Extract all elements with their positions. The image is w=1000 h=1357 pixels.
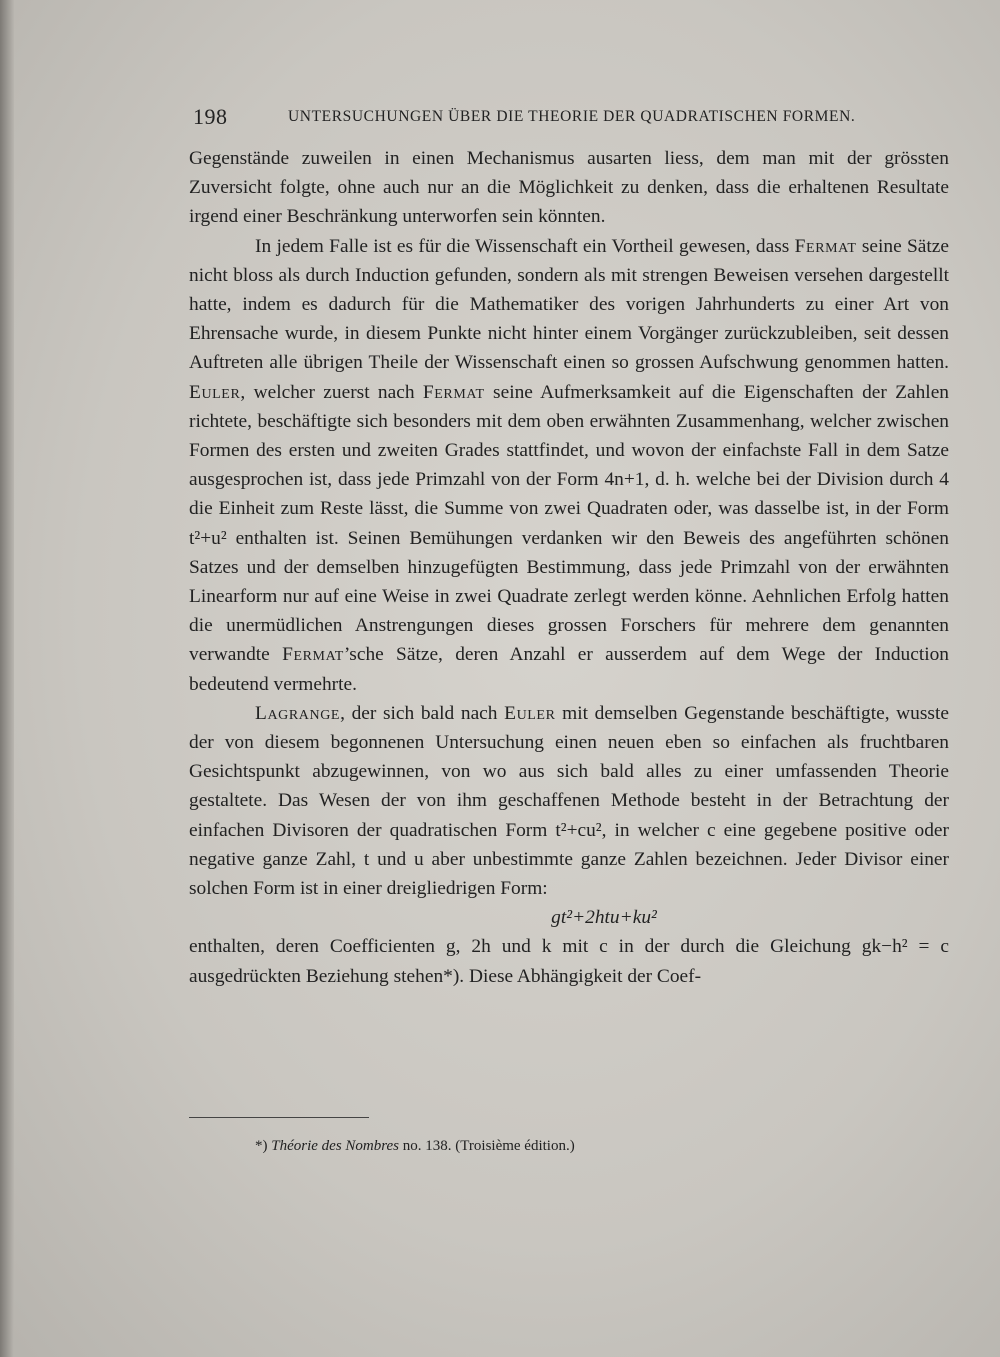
text-run: seine Aufmerksamkeit auf die Eigenschaften der Zahlen richtete, beschäftigte sich besonders mit dem oben erwähnten Zusammenhang, welcher zwischen Formen des ersten und zweiten Grades stattfindet, und wovon der einfachste Fall in dem Satze ausgesprochen ist, dass jede Primzahl von der Form 4n+1, d. h. welche bei der Division durch 4 die Einheit zum Reste lässt, die Summe von zwei Quadraten oder, was dasselbe ist, in der Form t²+u² enthalten ist. Seinen Bemühungen verdanken wir den Beweis des angeführten schönen Satzes und der demselben hinzugefügten Bestimmung, dass jede Primzahl von der erwähnten Linearform nur auf eine Weise in zwei Quadrate zerlegt werden könne. Aehnlichen Erfolg hatten die unermüdlichen Anstrengungen dieses grossen Forschers für mehrere dem genannten verwandte — [189, 381, 949, 666]
name-fermat: Fermat — [422, 381, 485, 403]
footnote-mark: *) — [255, 1138, 268, 1154]
display-formula: gt²+2htu+ku² — [551, 907, 657, 929]
footnote-title: Théorie des Nombres — [271, 1138, 400, 1154]
footnote-rule — [189, 1117, 369, 1118]
text-run: , der sich bald nach — [340, 702, 498, 724]
footnote-text: no. 138. (Troisième édition.) — [402, 1138, 575, 1154]
name-fermat: Fermat — [794, 235, 857, 257]
paragraph-3 — [189, 699, 949, 903]
name-lagrange: Lagrange — [255, 702, 341, 724]
footnote — [255, 1138, 575, 1155]
page-number: 198 — [193, 104, 228, 129]
paragraph-1: Gegenstände zuweilen in einen Mechanismus ausarten liess, dem man mit der grössten Zuversicht folgte, ohne auch nur an die Möglichkeit zu denken, dass die erhaltenen Resultate irgend einer Beschränkung unterworfen sein könnten. — [189, 148, 949, 228]
running-title: UNTERSUCHUNGEN ÜBER DIE THEORIE DER QUADRATISCHEN FORMEN. — [288, 108, 856, 125]
text-run: seine Sätze nicht bloss als durch Induction gefunden, sondern als mit strengen Beweisen versehen dargestellt hatte, indem es dadurch für die Mathematiker des vorigen Jahrhunderts zu einer Art von Ehrensache wurde, in diesem Punkte nicht hinter einem Vorgänger zurückzubleiben, seit dessen Auftreten alle übrigen Theile der Wissenschaft einen so grossen Aufschwung genommen hatten. — [189, 235, 949, 374]
name-fermat: Fermat — [282, 644, 344, 666]
book-spine-shadow — [0, 0, 14, 1357]
text-run: , welcher zuerst nach — [240, 381, 415, 403]
body-text — [189, 144, 949, 991]
text-run: mit demselben Gegenstande beschäftigte, wusste der von diesem begonnenen Untersuchung einen neuen eben so einfachen als fruchtbaren Gesichtspunkt abzugewinnen, von wo aus sich bald alles zu einer umfassenden Theorie gestaltete. Das Wesen der von ihm geschaffenen Methode besteht in der Betrachtung der einfachen Divisoren der quadratischen Form t²+cu², in welcher c eine gegebene positive oder negative ganze Zahl, t und u aber unbestimmte ganze Zahlen bezeichnen. Jeder Divisor einer solchen Form ist in einer dreigliedrigen Form: — [189, 702, 949, 900]
paragraph-4: enthalten, deren Coefficienten g, 2h und k mit c in der durch die Gleichung gk−h² = c ausgedrückten Beziehung stehen*). Diese Abhängigkeit der Coef- — [189, 936, 949, 987]
name-euler: Euler — [504, 702, 556, 724]
text-run: ’sche Sätze, deren Anzahl er ausserdem auf dem Wege der Induction bedeutend vermehrte. — [189, 644, 949, 695]
name-euler: Euler — [189, 381, 241, 403]
paragraph-2 — [189, 232, 949, 699]
page-header — [193, 102, 953, 132]
text-run: In jedem Falle ist es für die Wissenschaft ein Vortheil gewesen, dass — [255, 235, 790, 257]
